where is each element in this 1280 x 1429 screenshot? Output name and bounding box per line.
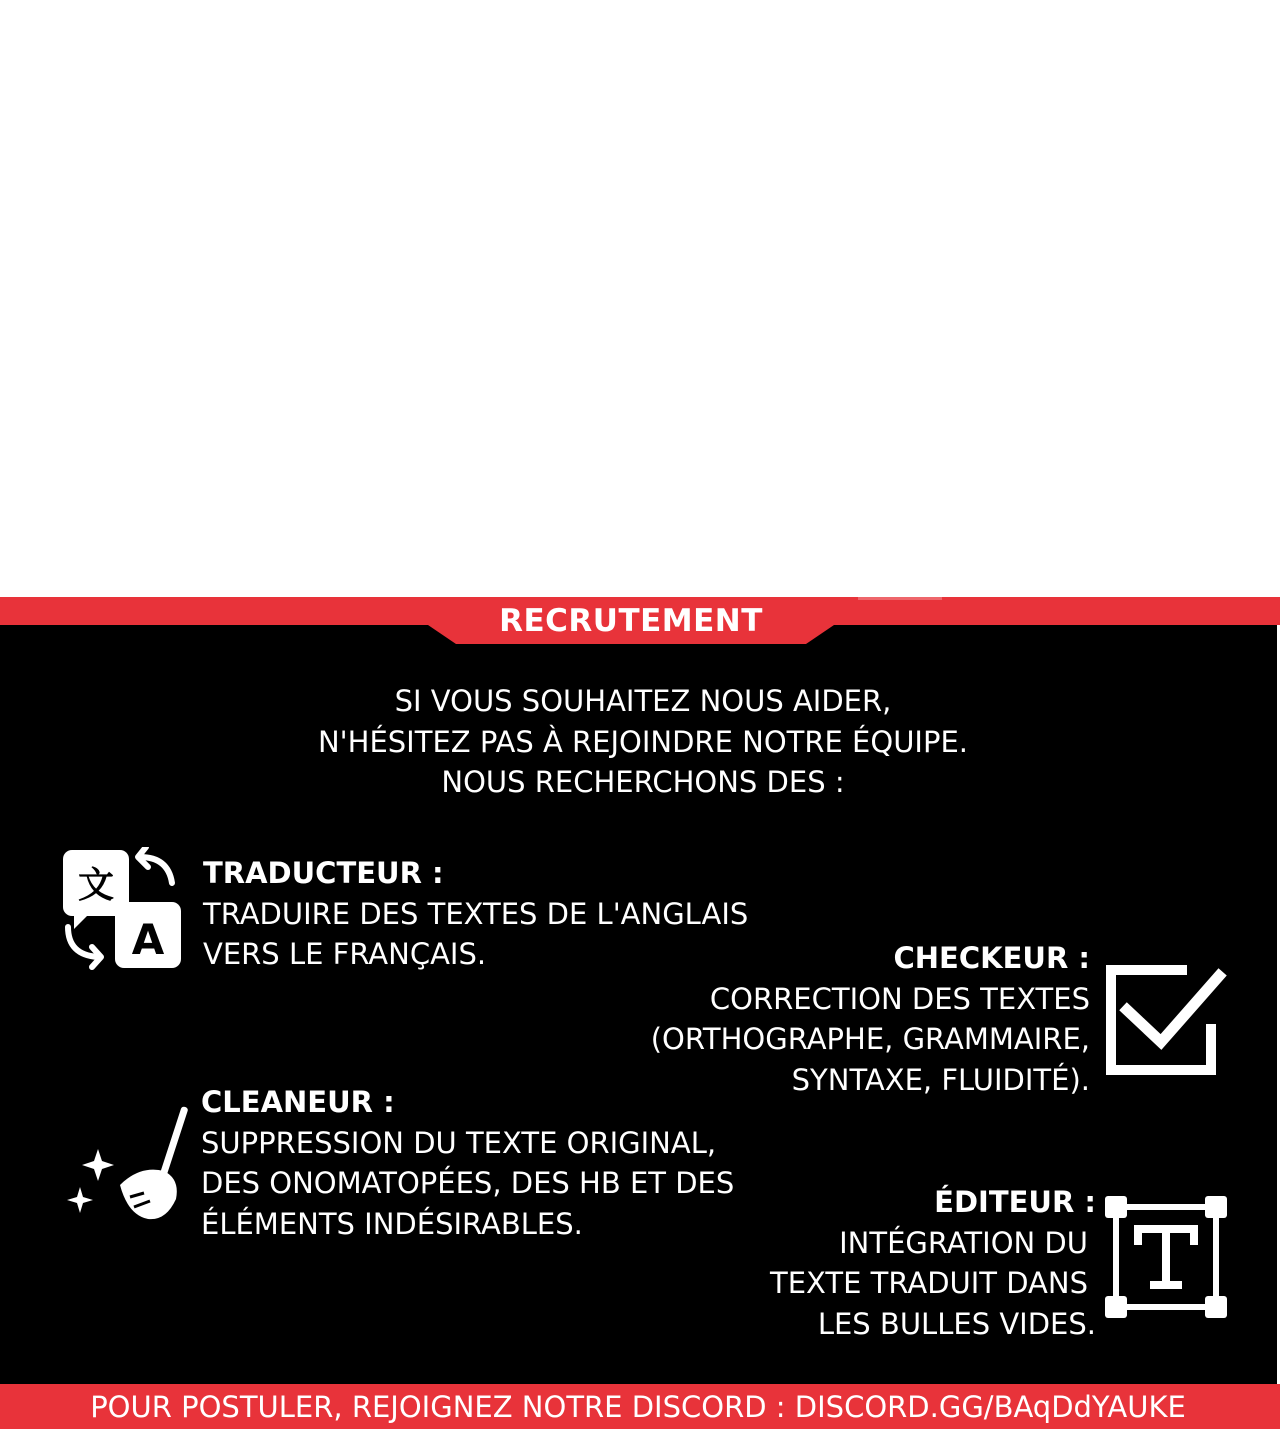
- footer-banner: [0, 1384, 1280, 1429]
- role-description-line: INTÉGRATION DU: [839, 1225, 1088, 1260]
- role-cleaneur: [201, 1082, 734, 1244]
- checkbox-icon: [1103, 962, 1229, 1078]
- role-description-line: TEXTE TRADUIT DANS: [770, 1266, 1088, 1300]
- role-heading: CLEANEUR :: [201, 1085, 395, 1119]
- intro-line: N'HÉSITEZ PAS À REJOINDRE NOTRE ÉQUIPE.: [317, 724, 969, 759]
- role-description-line: TRADUIRE DES TEXTES DE L'ANGLAIS: [203, 896, 749, 931]
- role-description-line: SYNTAXE, FLUIDITÉ).: [791, 1062, 1090, 1097]
- role-description-line: (ORTHOGRAPHE, GRAMMAIRE,: [650, 1022, 1090, 1056]
- role-description-line: VERS LE FRANÇAIS.: [203, 937, 487, 971]
- svg-text:A: A: [131, 915, 165, 964]
- intro-line: NOUS RECHERCHONS DES :: [441, 765, 845, 799]
- role-heading: TRADUCTEUR :: [203, 856, 444, 890]
- role-checkeur: [651, 938, 1090, 1100]
- text-frame-icon: [1104, 1195, 1228, 1319]
- role-description-line: ÉLÉMENTS INDÉSIRABLES.: [201, 1206, 583, 1241]
- broom-sparkle-icon: [58, 1105, 188, 1227]
- title-banner: [0, 597, 1280, 639]
- role-description-line: DES ONOMATOPÉES, DES HB ET DES: [201, 1166, 735, 1200]
- role-description-line: LES BULLES VIDES.: [817, 1306, 1096, 1341]
- intro-text: [0, 681, 1280, 803]
- role-description-line: SUPPRESSION DU TEXTE ORIGINAL,: [201, 1125, 717, 1160]
- role-heading: CHECKEUR :: [893, 941, 1090, 975]
- role-description-line: CORRECTION DES TEXTES: [709, 981, 1090, 1016]
- translate-icon: [60, 847, 184, 971]
- intro-line: SI VOUS SOUHAITEZ NOUS AIDER,: [394, 684, 892, 718]
- recruitment-panel: [0, 597, 1280, 1429]
- footer-text: POUR POSTULER, REJOIGNEZ NOTRE DISCORD : DISCORD.GG/BAqDdYAUKE: [90, 1390, 1186, 1424]
- page-title: RECRUTEMENT: [499, 603, 763, 639]
- blank-area: [0, 0, 1280, 597]
- role-editeur: [770, 1182, 1096, 1344]
- role-heading: ÉDITEUR :: [934, 1185, 1096, 1219]
- svg-text:文: 文: [77, 865, 115, 906]
